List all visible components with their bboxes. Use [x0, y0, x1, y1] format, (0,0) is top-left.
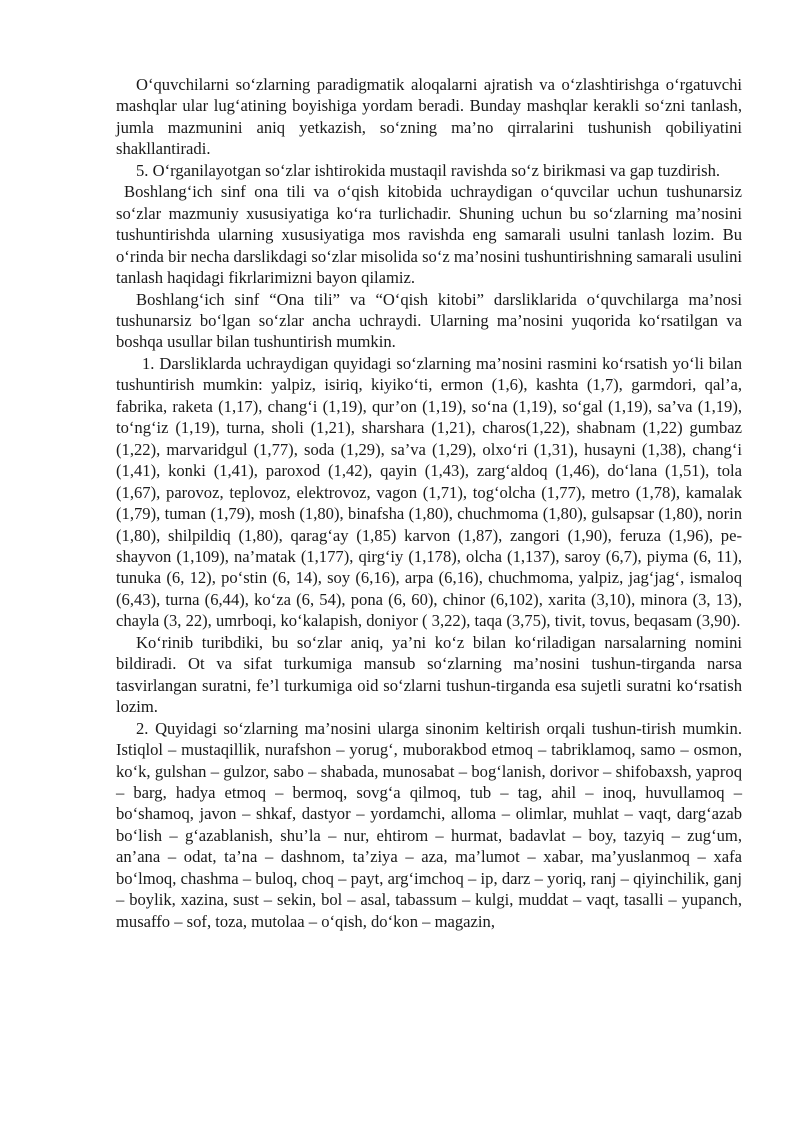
paragraph-item-1-picture-method: 1. Darsliklarda uchraydigan quyidagi so‘zlarning ma’nosini rasmini ko‘rsatish yo‘li bilan tushuntirish mumkin: yalpiz, isiriq, kiyiko‘ti, ermon (1,6), kashta (1,7), garmdori, qal’a, fabrika, raketa (1,17), chang‘i (1,19), qur’on (1,19), so‘na (1,19), so‘gal (1,19), sa’va (1,19), to‘ng‘iz (1,19), turna, sholi (1,21), sharshara (1,21), charos(1,22), shabnam (1,22) gumbaz (1,22), marvaridgul (1,77), soda (1,29), sa’va (1,29), olxo‘ri (1,31), husayni (1,38), chang‘i (1,41), konki (1,41), paroxod (1,42), qayin (1,43), zarg‘aldoq (1,46), do‘lana (1,51), tola (1,67), parovoz, teplovoz, elektrovoz, vagon (1,71), tog‘olcha (1,77), metro (1,78), kamalak (1,79), tuman (1,79), mosh (1,80), binafsha (1,80), chuchmoma (1,80), gulsapsar (1,80), norin (1,80), shilpildiq (1,80), qarag‘ay (1,85) karvon (1,87), zangori (1,90), feruza (1,96), pe-shayvon (1,109), na’matak (1,177), qirg‘iy (1,178), olcha (1,137), saroy (6,7), piyma (6, 11), tunuka (6, 12), po‘stin (6, 14), soy (6,16), arpa (6,16), chuchmoma, yalpiz, jag‘jag‘, ismaloq (6,43), turna (6,44), ko‘za (6, 54), pona (6, 60), chinor (6,102), xarita (3,10), minora (3, 13), chayla (3, 22), umrboqi, ko‘kalapish, doniyor ( 3,22), taqa (3,75), tivit, tovus, beqasam (3,90).: [116, 353, 742, 631]
paragraph-unclear-words: Boshlang‘ich sinf ona tili va o‘qish kitobida uchraydigan o‘quvcilar uchun tushunarsiz so‘zlar mazmuniy xususiyatiga ko‘ra turlichadir. Shuning uchun bu so‘zlarning ma’nosini tushuntirishda ularning xususiyatiga mos ravishda eng samarali usulni tanlash lozim. Bu o‘rinda bir necha darslikdagi so‘zlar misolida so‘z ma’nosini tushuntirishning samarali usulini tanlash haqidagi fikrlarimizni bayon qilamiz.: [116, 182, 742, 288]
paragraph-item-2-synonyms: 2. Quyidagi so‘zlarning ma’nosini ularga sinonim keltirish orqali tushun-tirish mumkin. Istiqlol – mustaqillik, nurafshon – yorug‘, muborakbod etmoq – tabriklamoq, samo – osmon, ko‘k, gulshan – gulzor, sabo – shabada, munosabat – bog‘lanish, dorivor – shifobaxsh, yaproq – barg, hadya etmoq – bermoq, sovg‘a qilmoq, tub – tag, ahil – inoq, huvullamoq – bo‘shamoq, javon – shkaf, dastyor – yordamchi, alloma – olimlar, muhlat – vaqt, darg‘azab bo‘lish – g‘azablanish, shu’la – nur, ehtirom – hurmat, badavlat – boy, tazyiq – zug‘um, an’ana – odat, ta’na – dashnom, ta’ziya – aza, ma’lumot – xabar, ma’yuslanmoq – xafa bo‘lmoq, chashma – buloq, choq – payt, arg‘imchoq – ip, darz – yoriq, ranj – qiyinchilik, ganj – boylik, xazina, sust – sekin, bol – asal, tabassum – kulgi, muddat – vaqt, tasalli – yupanch, musaffo – sof, toza, mutolaa – o‘qish, do‘kon – magazin,: [116, 718, 742, 931]
paragraph-textbooks: Boshlang‘ich sinf “Ona tili” va “O‘qish kitobi” darsliklarida o‘quvchilarga ma’nosi tushunarsiz bo‘lgan so‘zlar ancha uchraydi. Ularning ma’nosini yuqorida ko‘rsatilgan va boshqa usullar bilan tushuntirish mumkin.: [116, 289, 742, 352]
document-page: [116, 74, 742, 932]
paragraph-item-5: 5. O‘rganilayotgan so‘zlar ishtirokida mustaqil ravishda so‘z birikmasi va gap tuzdirish.: [136, 160, 721, 180]
paragraph-paradigmatic-exercises: O‘quvchilarni so‘zlarning paradigmatik aloqalarni ajratish va o‘zlashtirishga o‘rgatuvchi mashqlar ular lug‘atining boyishiga yordam beradi. Bunday mashqlar kerakli so‘zni tanlash, jumla mazmunini aniq yetkazish, so‘zning ma’no qirralarini tushunish qobiliyatini shakllantiradi.: [116, 75, 742, 159]
paragraph-concrete-nouns: Ko‘rinib turibdiki, bu so‘zlar aniq, ya’ni ko‘z bilan ko‘riladigan narsalarning nomini bildiradi. Ot va sifat turkumiga mansub so‘zlarning ma’nosini tushun-tirganda narsa tasvirlangan suratni, fe’l turkumiga oid so‘zlarni tushun-tirganda esa sujetli suratni ko‘rsatish lozim.: [116, 632, 742, 717]
